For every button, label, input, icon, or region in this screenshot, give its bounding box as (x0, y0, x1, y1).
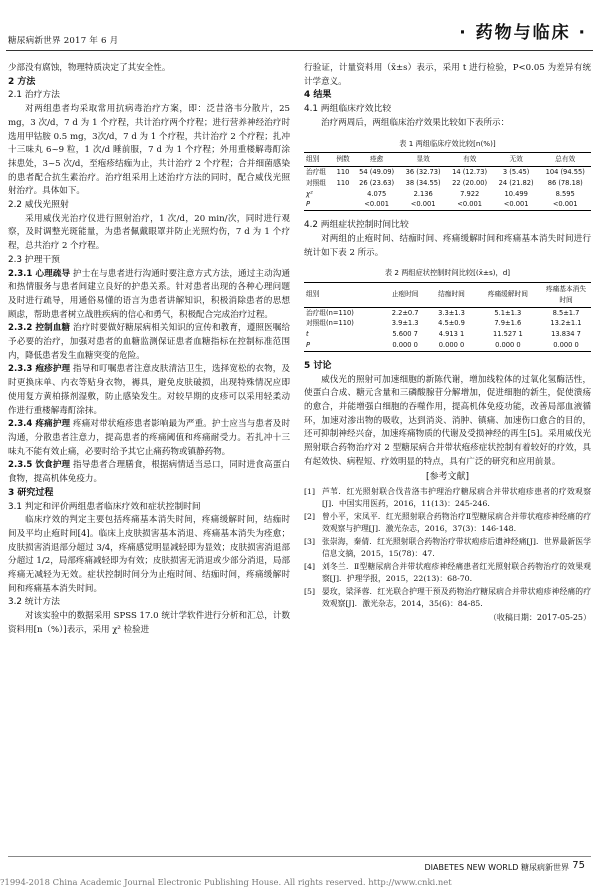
table-cell: 86 (78.18) (547, 178, 583, 187)
table-row (304, 178, 591, 189)
list-item (304, 486, 591, 510)
left-column (8, 62, 290, 638)
list-item (304, 561, 591, 585)
section-header-right: · 药物与临床 · (459, 23, 587, 43)
subsection-body: 治疗时要做好糖尿病相关知识的宣传和教育，遵照医嘱给予必要的治疗，加强对患者的血糖监测保证患者血糖指标在控制标准范围内，降低患者发生血糖突变的危险。 (8, 323, 291, 361)
table-cell: 13.2±1.1 (550, 319, 582, 328)
heading-research-process: 3 研究过程 (8, 487, 54, 498)
table1-header: 无效 (493, 153, 540, 167)
table-cell: 2.136 (413, 189, 433, 198)
table-row (304, 307, 591, 318)
subsection-title: 2.3.1 心理疏导 (8, 268, 71, 279)
table-cell: 110 (336, 168, 350, 177)
table-cell: P (304, 340, 382, 351)
heading-efficacy-evaluation: 3.1 判定和评价两组患者临床疗效和症状控制时间 (8, 501, 201, 512)
subsection-body: 疼痛对带状疱疹患者影响最为严重。护士应当与患者及时沟通，分散患者注意力，提高患者的疼痛阈值和疼痛耐受力。若扎冲十三味丸不能有效止痛，必要时给予其它止痛药物或镇静药物。 (8, 419, 291, 457)
received-date: （收稿日期：2017-05-25） (488, 613, 591, 623)
subsection-psychological (8, 268, 290, 323)
table-row (304, 189, 591, 200)
heading-symptom-control: 4.2 两组症状控制时间比较 (304, 220, 409, 231)
reference-text: 芦苇．红光照射联合伐昔洛韦护理治疗糖尿病合并带状疱疹患者的疗效观察[J]．中国实用医药，2016，11(13)：245-246. (322, 487, 591, 509)
heading-clinical-efficacy: 4.1 两组临床疗效比较 (304, 104, 392, 115)
table-cell: 7.9±1.6 (494, 319, 522, 328)
table1-header: 痊愈 (353, 153, 400, 167)
table1-header: 显效 (400, 153, 447, 167)
table-row (304, 340, 591, 351)
table-cell: 3.9±1.3 (391, 319, 419, 328)
table-cell: 8.5±1.7 (552, 308, 580, 317)
subsection-title: 2.3.5 饮食护理 (8, 460, 71, 471)
table-cell: χ² (306, 189, 313, 198)
subsection-body: 指导和叮嘱患者注意皮肤清洁卫生，选择宽松的衣物，及时更换床单、内衣等贴身衣物，褥具，避免皮肤破损，出现特殊情况应即使用复方黄柏搽剂湿敷，防止感染发生。对较早期的皮疹可以采用轻柔动作进行重楼解毒酊涂抹。 (8, 364, 291, 416)
table-cell: t (306, 330, 309, 339)
heading-statistics: 3.2 统计方法 (8, 597, 60, 608)
reference-number: [5] (304, 587, 316, 597)
table-row (304, 199, 591, 210)
reference-text: 刘冬兰．Ⅱ型糖尿病合并带状疱疹神经痛患者红光照射联合药物治疗的效果观察[J]．护理学报，2015，22(13)：68-70. (322, 562, 591, 584)
reference-number: [3] (304, 537, 316, 547)
reference-number: [1] (304, 487, 316, 497)
table-cell: 7.922 (460, 189, 480, 198)
heading-results: 4 结果 (304, 90, 332, 101)
table-cell: 24 (21.82) (498, 178, 534, 187)
table-cell: 8.595 (555, 189, 575, 198)
subsection-pain-care (8, 418, 290, 459)
heading-light-irradiation: 2.2 威伐光照射 (8, 200, 69, 211)
subsection-title: 2.3.4 疼痛护理 (8, 419, 71, 430)
table-cell: 4.5±0.9 (438, 319, 465, 328)
table2-header: 疼痛缓解时间 (475, 283, 541, 308)
table-cell: <0.001 (400, 199, 447, 210)
table-cell: 26 (23.63) (359, 178, 395, 187)
table-cell: 22 (20.00) (452, 178, 488, 187)
table2-header: 疼痛基本消失时间 (541, 283, 591, 308)
heading-discussion: 5 讨论 (304, 360, 332, 371)
paragraph-clinical-efficacy: 治疗两周后，两组临床治疗效果比较如下表所示： (321, 117, 510, 128)
paragraph-light-irradiation: 采用威伐光治疗仪进行照射治疗，1 次/d，20 min/次，同时进行观察，及时调整光斑能量，为患者佩戴眼罩并防止光照灼伤，7 d 为 1 个疗程，总共治疗 2 个疗程。 (8, 213, 290, 252)
table-cell: 13.834 7 (551, 330, 581, 339)
paragraph-safety: 少部没有腐蚀，物理特质决定了其安全性。 (8, 63, 171, 73)
table1-title: 表 1 两组临床疗效比较[n(%)] (399, 138, 496, 148)
table1-header: 组别 (304, 153, 333, 167)
subsection-diet-care (8, 459, 290, 486)
table-cell: 对照组 (306, 178, 327, 187)
table2-header: 结痂时间 (428, 283, 474, 308)
table-cell: <0.001 (493, 199, 540, 210)
footer-rule (8, 856, 591, 857)
subsection-blood-glucose (8, 322, 290, 363)
table2-header: 组别 (304, 283, 382, 308)
table-cell: 治疗组 (306, 168, 327, 177)
reference-list (304, 486, 591, 610)
table-cell: 4.075 (367, 189, 387, 198)
references-title: [参考文献] (425, 472, 470, 483)
table-cell: P (304, 199, 333, 210)
table1-header: 有效 (446, 153, 493, 167)
table-row (304, 167, 591, 178)
subsection-body: 护士在与患者进行沟通时要注意方式方法，通过主动沟通和热情服务与患者间建立良好的护患关系。针对患者出现的各种心理问题及时进行疏导，用通俗易懂的语言为患者讲解知识，积极消除患者的思想顾虑，帮助患者树立战胜疾病的信心和勇气，积极配合完成治疗过程。 (8, 268, 291, 320)
heading-treatment-method: 2.1 治疗方法 (8, 90, 60, 101)
paragraph-symptom-control: 对两组的止疱时间、结痂时间、疼痛缓解时间和疼痛基本消失时间进行统计如下表 2 所示。 (304, 233, 591, 258)
table2-title: 表 2 两组症状控制时间比较[(x̄±s)，d] (384, 268, 511, 278)
list-item (304, 536, 591, 560)
subsection-body: 指导患者合理膳食，根据病情适当忌口，同时进食高蛋白食物，提高机体免疫力。 (8, 460, 291, 485)
table-cell: 54 (49.09) (359, 168, 395, 177)
heading-nursing: 2.3 护理干预 (8, 254, 60, 265)
page-number: 75 (572, 860, 585, 871)
table-cell: 0.000 0 (428, 340, 474, 351)
subsection-herpes-care (8, 363, 290, 418)
table-cell: 0.000 0 (541, 340, 591, 351)
table-row (304, 318, 591, 329)
table-cell: 0.000 0 (475, 340, 541, 351)
table-cell: 10.499 (504, 189, 528, 198)
table-cell: 3.3±1.3 (438, 308, 465, 317)
table-cell: 5.600 7 (392, 330, 418, 339)
table-cell: 36 (32.73) (405, 168, 441, 177)
header-rule (6, 50, 593, 51)
reference-text: 张崇海，秦倩．红光照射联合药物治疗带状疱疹后遗神经痛[J]．世界最新医学信息文摘，2015，15(78)：47. (322, 537, 591, 559)
list-item (304, 586, 591, 610)
list-item (304, 511, 591, 535)
table-cell: 0.000 0 (382, 340, 428, 351)
table2-header: 止疱时间 (382, 283, 428, 308)
table-symptom-control (304, 282, 591, 352)
reference-number: [4] (304, 562, 316, 572)
table-cell: 11.527 1 (492, 330, 523, 339)
table-cell: 2.2±0.7 (391, 308, 419, 317)
table-cell: 110 (336, 178, 350, 187)
paragraph-efficacy-evaluation: 临床疗效的判定主要包括疼痛基本消失时间，疼痛缓解时间，结痂时间及平均止疱时间[4]。临床上皮肤损害基本消退、疼痛基本消失为痊愈；皮肤损害消退部分超过 3/4，疼痛感觉明显减轻即为显效；皮肤损害消退部分超过 1/2，局部疼痛减轻即为有效；皮肤损害无消退或少部分消退，局部疼痛无减轻为无效。症状控制时间分为止疱时间、结痂时间，疼痛缓解时间和疼痛基本消失时间。 (8, 515, 290, 594)
table-cell: 治疗组(n=110) (306, 308, 354, 317)
subsection-title: 2.3.3 疱疹护理 (8, 364, 71, 375)
paragraph-discussion: 威伐光的照射可加速细胞的新陈代谢，增加线粒体的过氧化氢酶活性，使蛋白合成、糖元含量和三磷酸腺苷分解增加，促进细胞的新生，促使溃疡的愈合，并能增强白细胞的吞噬作用，提高机体免疫功能，改善局部血液循环，加速对渗出物的吸收，达到消炎、消肿、镇痛、加速伤口愈合的目的，还可抑制神经兴奋，加速疼痛物质的代谢及受损神经的再生[5]。采用威伐光照射联合药物治疗对 2 型糖尿病合并带状疱疹症状控制有着较好的疗效，具有起效快、病程短、疗效明显的特点，具有广泛的研究和应用前景。 (304, 374, 591, 467)
paragraph-statistics-cont: 行验证，计量资料用（x̄±s）表示，采用 t 进行检验，P<0.05 为差异有统计学意义。 (304, 63, 591, 87)
table-cell: <0.001 (539, 199, 591, 210)
table1-header: 总有效 (539, 153, 591, 167)
table-cell: 104 (94.55) (545, 168, 585, 177)
table-clinical-efficacy (304, 152, 591, 211)
table-cell: 38 (34.55) (405, 178, 441, 187)
table-cell: 3 (5.45) (502, 168, 530, 177)
subsection-title: 2.3.2 控制血糖 (8, 323, 71, 334)
table-cell: <0.001 (353, 199, 400, 210)
table-row (304, 329, 591, 340)
reference-number: [2] (304, 512, 316, 522)
paragraph-treatment-method: 对两组患者均采取常用抗病毒治疗方案，即：泛昔洛韦分散片，25 mg，3 次/d，7 d 为 1 个疗程，共计治疗两个疗程；进行营养神经治疗时选用甲钴胺 0.5 mg，3次/d，7 d 为 1 个疗程，共计治疗 2 个疗程；扎冲十三味丸 6~9 粒，1 次/d 睡前服，7 d 为 1 个疗程；外用重楼解毒酊涂抹患处，3~5 次/d，至疱疹结痂为止，共计治疗 2 个疗程；合并细菌感染的患者配合抗生素治疗。治疗组采用上述治疗方法的同时，配合威伐光照射治疗。具体如下。 (8, 104, 290, 197)
paragraph-statistics: 对该实验中的数据采用 SPSS 17.0 统计学软件进行分析和汇总，计数资料用[n（%）]表示，采用 χ² 检验进 (8, 611, 290, 635)
table-cell: 4.913 1 (438, 330, 465, 339)
reference-text: 晏玫，梁泽蓉．红光联合护理干预及药物治疗糖尿病合并带状疱疹神经痛的疗效观察[J]．激光杂志，2014，35(6)：84-85. (322, 587, 591, 609)
heading-methods: 2 方法 (8, 76, 36, 87)
table-cell: <0.001 (446, 199, 493, 210)
table-cell: 5.1±1.3 (494, 308, 522, 317)
copyright-notice: ?1994-2018 China Academic Journal Electronic Publishing House. All rights reserved. http://www.cnki.net (0, 877, 452, 887)
reference-text: 曾小平，宋凤平．红光照射联合药物治疗Ⅱ型糖尿病合并带状疱疹神经痛的疗效观察与护理[J]．激光杂志，2016，37(3)：146-148. (322, 512, 591, 534)
table-cell: 对照组(n=110) (306, 319, 354, 328)
running-header-left: 糖尿病新世界 2017 年 6 月 (8, 36, 119, 46)
table1-header: 例数 (333, 153, 354, 167)
table-cell: 14 (12.73) (452, 168, 488, 177)
right-column (304, 62, 591, 625)
table-cell (333, 189, 354, 200)
table-cell (333, 199, 354, 210)
footer-journal-name: DIABETES NEW WORLD 糖尿病新世界 (424, 863, 569, 872)
